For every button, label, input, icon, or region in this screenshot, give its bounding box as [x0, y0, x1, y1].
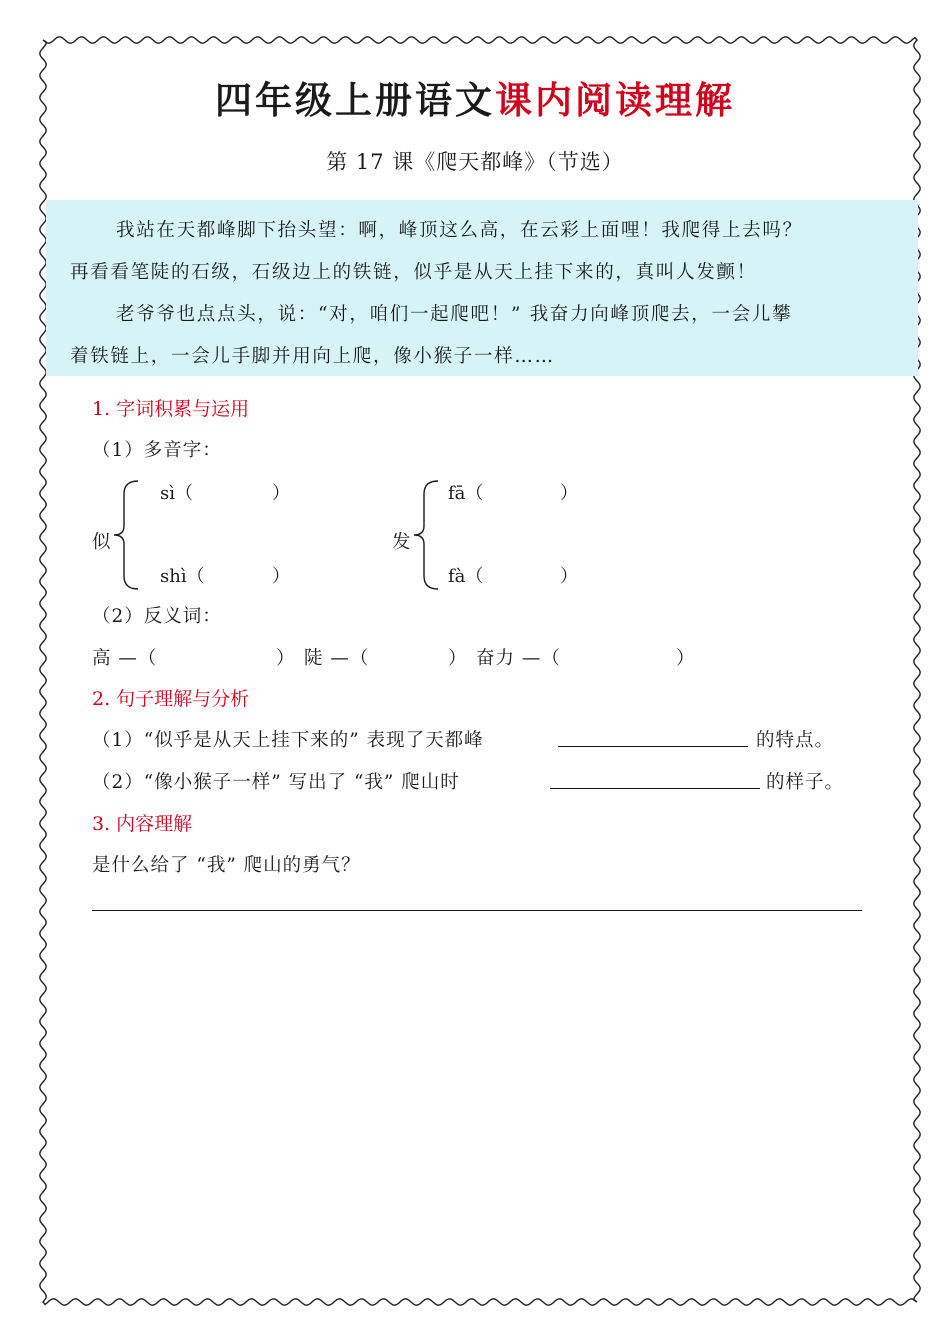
title-main: 四年级上册语文: [215, 78, 495, 122]
passage-line-3: 老爷爷也点点头，说：“对，咱们一起爬吧！” 我奋力向峰顶爬去，一会儿攀: [116, 304, 793, 325]
antonym-dou: 陡 —（: [304, 648, 370, 669]
antonym-answer-dou[interactable]: [378, 644, 444, 668]
passage-line-4: 着铁链上，一会儿手脚并用向上爬，像小猴子一样……: [70, 346, 555, 367]
title-highlight: 课内阅读理解: [495, 78, 735, 122]
reading-fa4-close: ）: [560, 566, 578, 587]
antonym-answer-fenli[interactable]: [574, 644, 672, 668]
answer-slot-si[interactable]: [205, 480, 267, 502]
passage-line-2: 再看看笔陡的石级，石级边上的铁链，似乎是从天上挂下来的，真叫人发颤！: [70, 262, 757, 283]
answer-slot-fa1[interactable]: [492, 480, 556, 502]
right-brace-icon: [412, 478, 442, 592]
answer-line-q2[interactable]: [550, 788, 760, 789]
passage-line-1: 我站在天都峰脚下抬头望：啊，峰顶这么高，在云彩上面哩！我爬得上去吗？: [116, 220, 803, 241]
polyphone-char-fa: 发: [392, 532, 412, 553]
answer-slot-fa4[interactable]: [492, 563, 556, 585]
comprehension-question: 是什么给了 “我” 爬山的勇气？: [92, 855, 361, 876]
polyphone-char-si: 似: [92, 532, 112, 553]
answer-line-comprehension[interactable]: [92, 910, 862, 911]
antonym-dou-close: ）: [448, 648, 468, 669]
sentence-question-1-suffix: 的特点。: [756, 730, 835, 751]
left-brace-icon: [112, 478, 142, 592]
reading-si: sì（: [160, 483, 193, 504]
antonym-answer-gao[interactable]: [168, 644, 272, 668]
answer-line-q1[interactable]: [558, 746, 748, 747]
lesson-subtitle: 第 17 课《爬天都峰》（节选）: [326, 150, 624, 174]
polyphone-question-label: （1）多音字：: [92, 440, 222, 461]
reading-fa1-close: ）: [560, 483, 578, 504]
reading-si-close: ）: [272, 483, 290, 504]
reading-fa4: fà（: [448, 566, 484, 587]
sentence-question-2-suffix: 的样子。: [766, 772, 845, 793]
reading-shi-close: ）: [272, 566, 290, 587]
antonym-question-label: （2）反义词：: [92, 606, 222, 627]
antonym-fenli: 奋力 —（: [476, 648, 561, 669]
section-2-heading: 2. 句子理解与分析: [92, 688, 250, 710]
sentence-question-1: （1）“似乎是从天上挂下来的” 表现了天都峰: [92, 730, 484, 751]
reading-shi: shì（: [160, 566, 205, 587]
answer-slot-shi[interactable]: [210, 563, 268, 585]
reading-fa1: fā（: [448, 483, 484, 504]
reading-passage: [46, 200, 918, 376]
sentence-question-2: （2）“像小猴子一样” 写出了 “我” 爬山时: [92, 772, 460, 793]
section-3-heading: 3. 内容理解: [92, 813, 193, 835]
page-title: [0, 70, 950, 124]
antonym-gao: 高 —（: [92, 648, 158, 669]
antonym-fenli-close: ）: [676, 648, 696, 669]
antonym-gao-close: ）: [276, 648, 296, 669]
section-1-heading: 1. 字词积累与运用: [92, 398, 250, 420]
